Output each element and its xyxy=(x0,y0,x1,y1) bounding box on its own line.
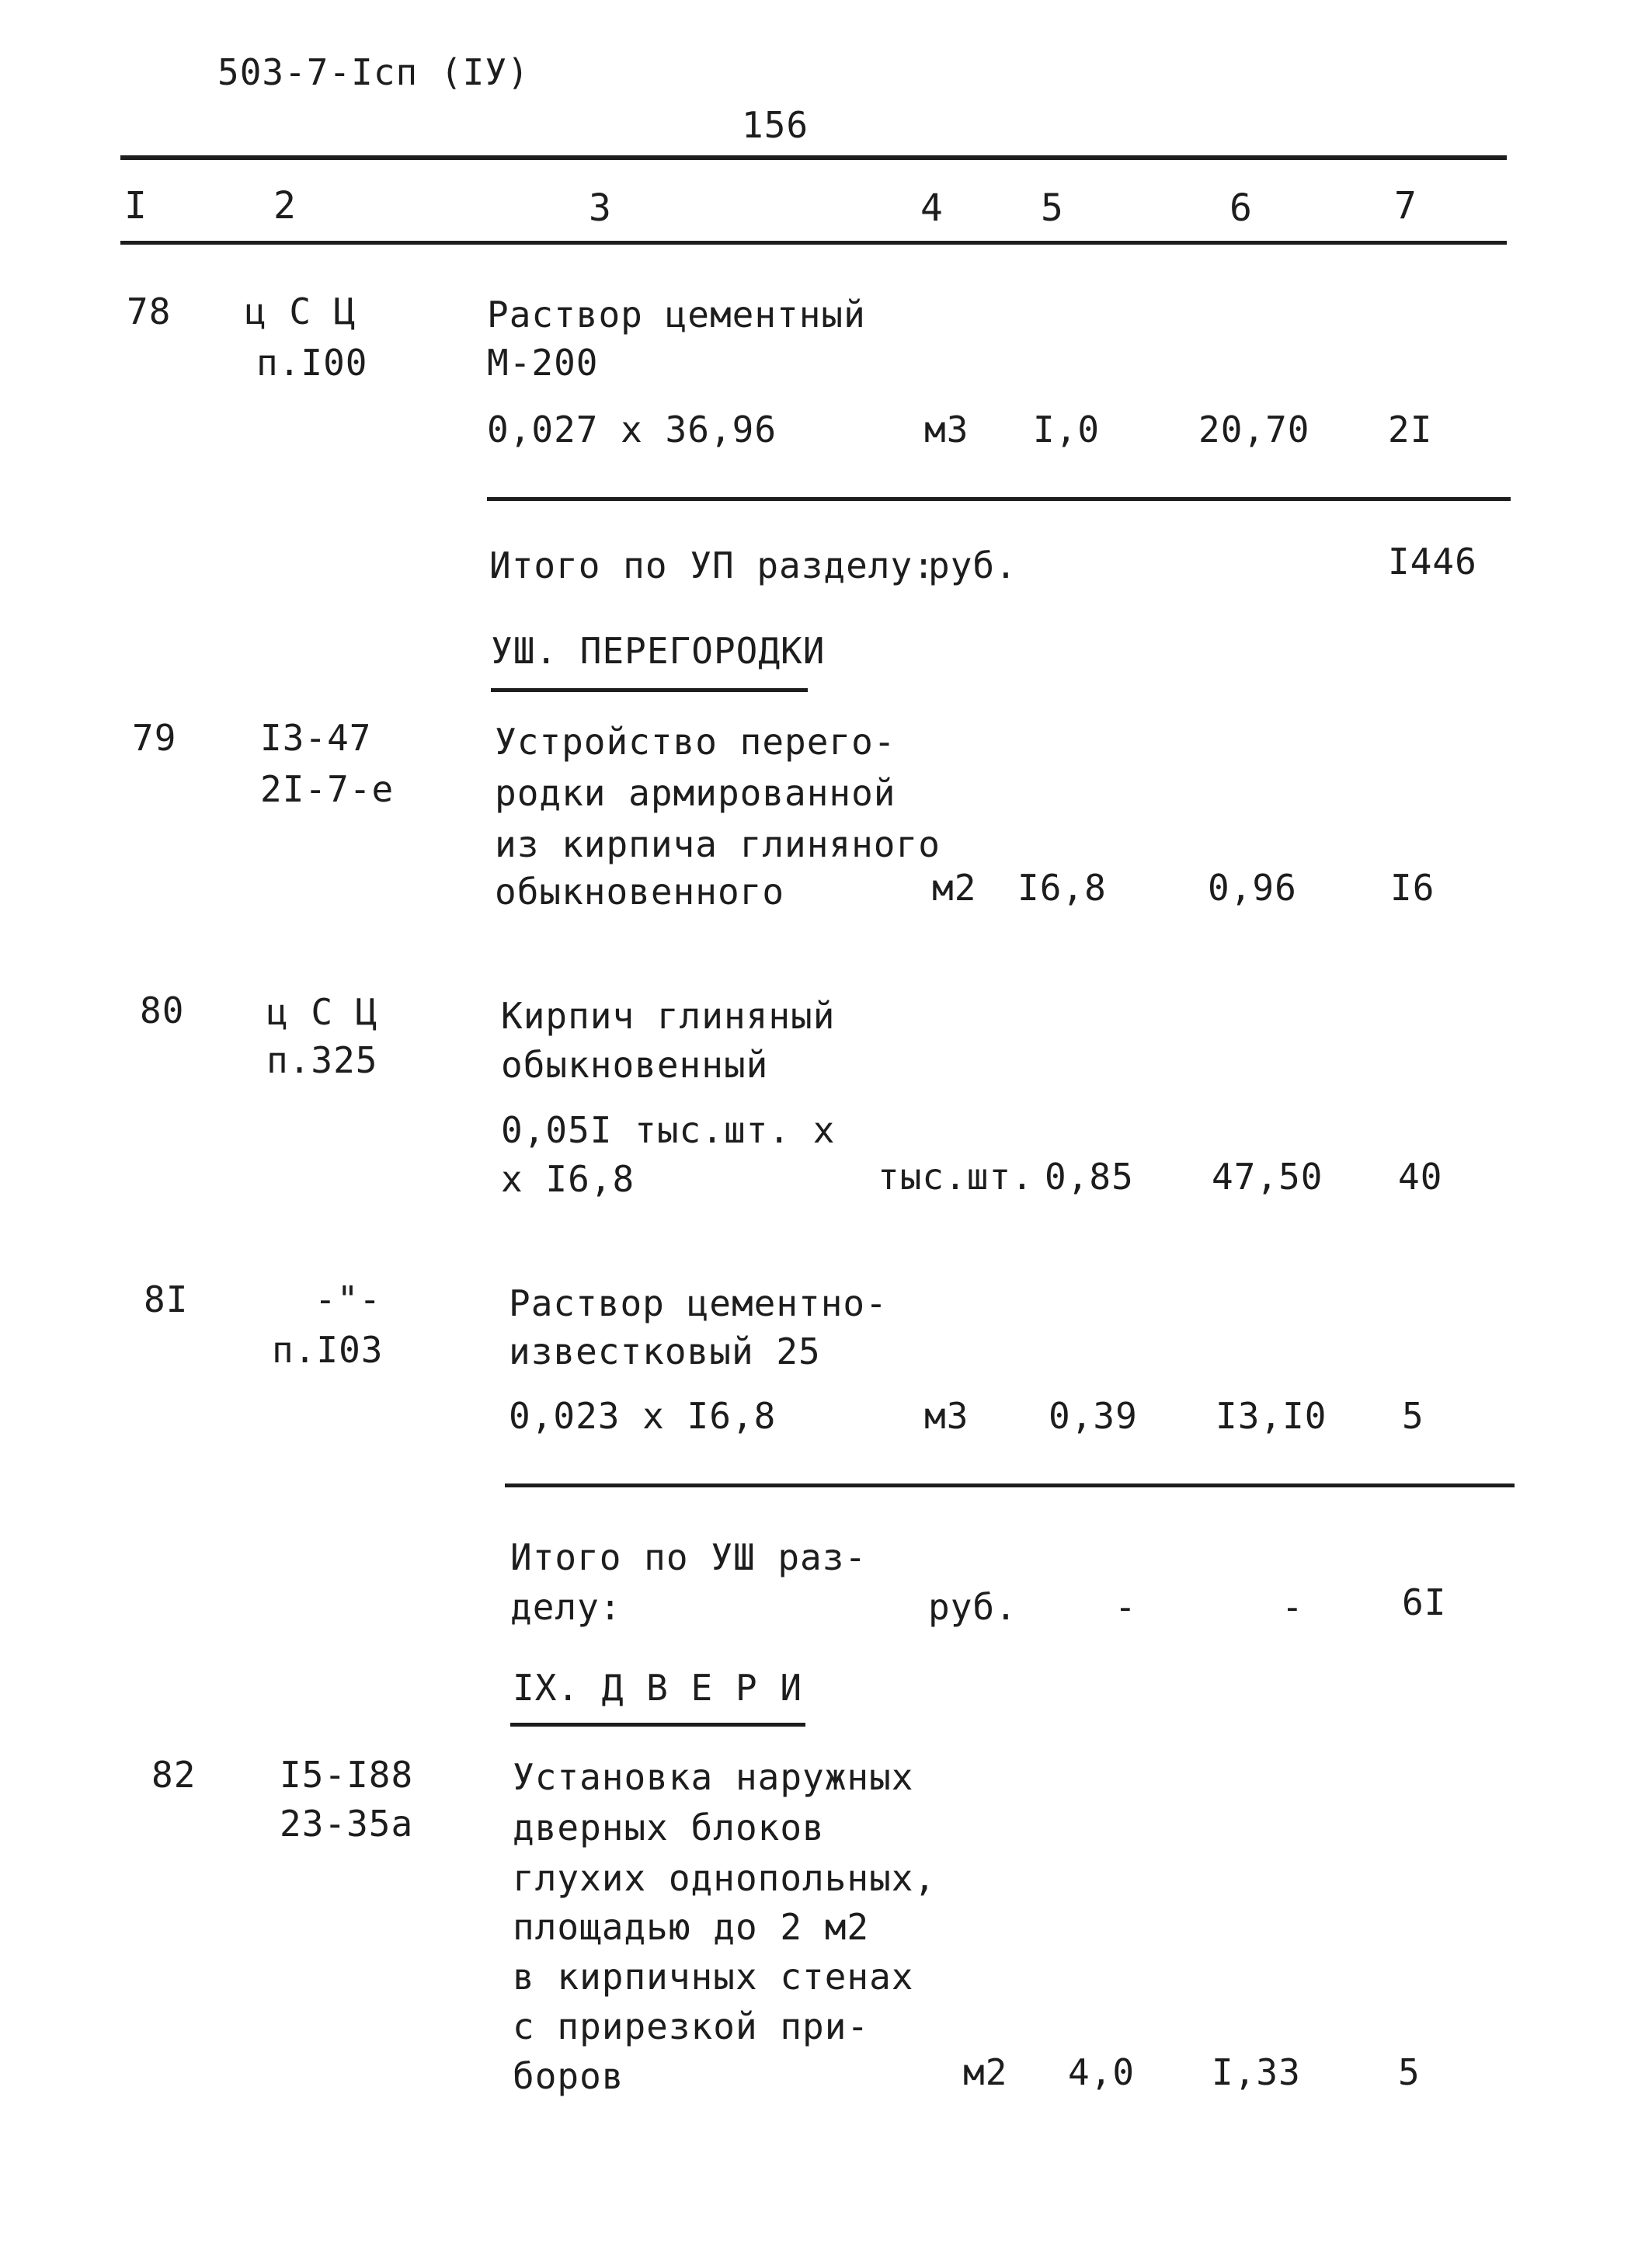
row-81-total: 5 xyxy=(1402,1395,1424,1437)
row-79-desc-line-1: Устройство перего- xyxy=(495,721,896,763)
page-number: 156 xyxy=(742,104,809,146)
row-78-ref-line-1: ц С Ц xyxy=(245,290,356,332)
row-81-ref-line-2: п.I03 xyxy=(272,1329,384,1371)
subtotal-8-price: - xyxy=(1282,1586,1304,1628)
table-top-rule xyxy=(120,155,1507,160)
row-80-number: 80 xyxy=(140,990,185,1031)
column-header-4: 4 xyxy=(920,186,944,230)
row-82-desc-line-4: площадью до 2 м2 xyxy=(513,1906,870,1948)
column-header-1: I xyxy=(124,184,148,228)
row-80-calc-line-2: х I6,8 xyxy=(501,1158,635,1200)
row-82-desc-line-5: в кирпичных стенах xyxy=(513,1956,914,1998)
row-80-ref-line-1: ц С Ц xyxy=(266,991,378,1033)
row-82-desc-line-2: дверных блоков xyxy=(513,1807,825,1849)
column-header-3: 3 xyxy=(589,186,612,230)
subtotal-7-total: I446 xyxy=(1388,541,1477,583)
row-81-ref-line-1: -"- xyxy=(315,1278,382,1320)
row-78-desc-line-1: Раствор цементный xyxy=(487,294,866,336)
row-78-number: 78 xyxy=(127,290,172,332)
subtotal-8-unit: руб. xyxy=(928,1586,1017,1628)
row-82-unit: м2 xyxy=(963,2051,1008,2093)
row-82-desc-line-1: Установка наружных xyxy=(513,1756,914,1798)
row-79-price: 0,96 xyxy=(1208,867,1297,909)
row-78-price: 20,70 xyxy=(1198,409,1310,450)
row-82-ref-line-2: 23-35а xyxy=(280,1803,414,1845)
row-82-total: 5 xyxy=(1398,2051,1421,2093)
row-78-desc-line-2: М-200 xyxy=(487,342,599,384)
row-78-quantity: I,0 xyxy=(1033,409,1101,450)
row-81-calc: 0,023 х I6,8 xyxy=(509,1395,777,1437)
row-82-desc-line-7: боров xyxy=(513,2055,624,2097)
subtotal-7-unit: руб. xyxy=(928,544,1017,586)
row-79-total: I6 xyxy=(1390,867,1435,909)
row-79-ref-line-1: I3-47 xyxy=(260,717,372,759)
row-78-unit: м3 xyxy=(924,409,969,450)
row-82-ref-line-1: I5-I88 xyxy=(280,1754,414,1796)
section-8-underline xyxy=(491,688,808,692)
section-8-heading: УШ. ПЕРЕГОРОДКИ xyxy=(491,630,826,672)
row-79-unit: м2 xyxy=(932,867,977,909)
subtotal-8-label-line-1: Итого по УШ раз- xyxy=(510,1536,868,1578)
row-80-unit: тыс.шт. xyxy=(878,1156,1034,1198)
header-bottom-rule xyxy=(120,241,1507,245)
row-78-ref-line-2: п.I00 xyxy=(256,342,368,384)
row-82-desc-line-6: с прирезкой при- xyxy=(513,2005,870,2047)
row-80-calc-line-1: 0,05I тыс.шт. х xyxy=(501,1109,836,1151)
subtotal-7-label: Итого по УП разделу: xyxy=(489,544,935,586)
row-81-desc-line-1: Раствор цементно- xyxy=(509,1282,888,1324)
row-82-price: I,33 xyxy=(1212,2051,1301,2093)
column-header-7: 7 xyxy=(1394,184,1417,228)
row-81-desc-line-2: известковый 25 xyxy=(509,1330,821,1372)
row-79-desc-line-4: обыкновенного xyxy=(495,871,785,913)
row-80-ref-line-2: п.325 xyxy=(266,1039,378,1081)
subtotal-8-total: 6I xyxy=(1402,1581,1447,1623)
row-81-quantity: 0,39 xyxy=(1049,1395,1138,1437)
row-80-quantity: 0,85 xyxy=(1045,1156,1134,1198)
subtotal-8-rule xyxy=(505,1484,1515,1487)
row-79-desc-line-3: из кирпича глиняного xyxy=(495,823,941,865)
row-80-desc-line-1: Кирпич глиняный xyxy=(501,995,836,1037)
row-79-desc-line-2: родки армированной xyxy=(495,772,896,814)
row-81-unit: м3 xyxy=(924,1395,969,1437)
row-81-price: I3,I0 xyxy=(1216,1395,1327,1437)
section-9-heading: IХ. Д В Е Р И xyxy=(513,1667,803,1709)
row-80-total: 40 xyxy=(1398,1156,1443,1198)
subtotal-8-quantity: - xyxy=(1115,1586,1137,1628)
document-code: 503-7-Iсп (IУ) xyxy=(217,51,530,93)
subtotal-7-rule xyxy=(487,497,1511,501)
row-80-price: 47,50 xyxy=(1212,1156,1323,1198)
row-79-number: 79 xyxy=(132,717,177,759)
section-9-underline xyxy=(510,1723,805,1727)
column-header-2: 2 xyxy=(273,184,297,228)
row-82-quantity: 4,0 xyxy=(1068,2051,1136,2093)
row-82-desc-line-3: глухих однопольных, xyxy=(513,1857,937,1899)
subtotal-8-label-line-2: делу: xyxy=(510,1586,622,1628)
row-82-number: 82 xyxy=(151,1754,197,1796)
row-79-ref-line-2: 2I-7-е xyxy=(260,768,395,810)
column-header-5: 5 xyxy=(1041,186,1064,230)
row-78-calc: 0,027 х 36,96 xyxy=(487,409,777,450)
row-81-number: 8I xyxy=(144,1278,189,1320)
row-80-desc-line-2: обыкновенный xyxy=(501,1044,769,1086)
row-78-total: 2I xyxy=(1388,409,1433,450)
row-79-quantity: I6,8 xyxy=(1017,867,1107,909)
column-header-6: 6 xyxy=(1229,186,1253,230)
